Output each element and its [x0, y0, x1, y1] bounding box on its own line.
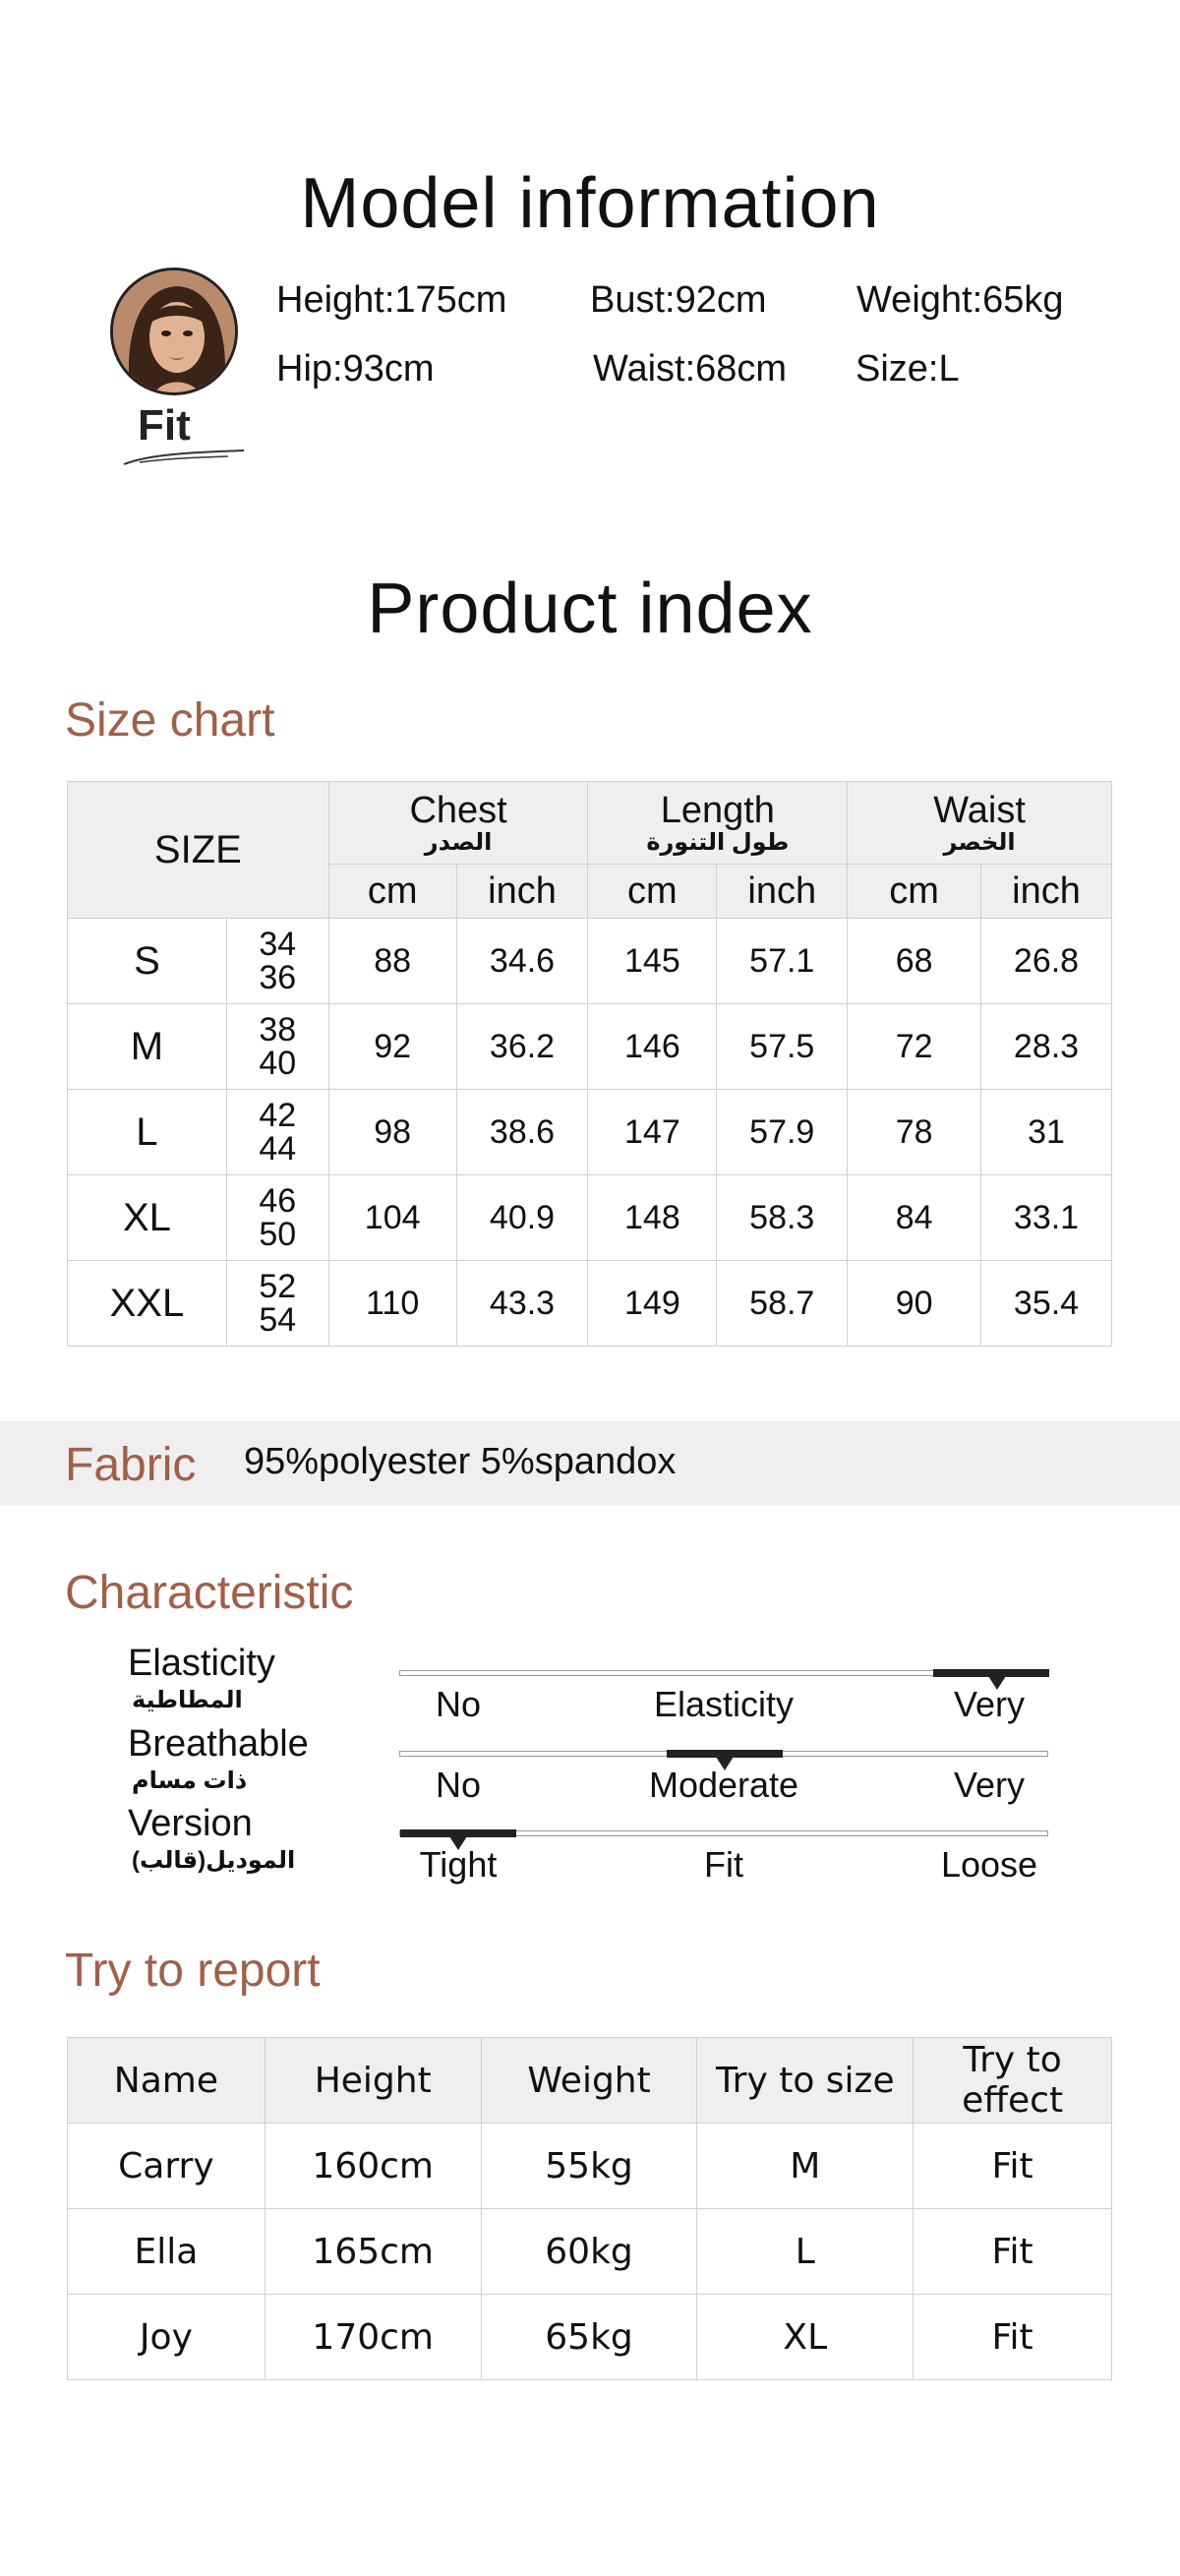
report-row [68, 2295, 1112, 2380]
measurement-cell: 98 [328, 1090, 456, 1175]
measurement-cell: 35.4 [981, 1261, 1112, 1347]
measurement-cell: 147 [588, 1090, 717, 1175]
report-cell: Joy [68, 2295, 266, 2380]
unit-header: inch [456, 865, 588, 919]
measurement-cell: 68 [848, 919, 981, 1004]
eu-size-bottom: 44 [259, 1130, 297, 1168]
characteristic-arabic-label: ذات مسام [132, 1767, 248, 1794]
size-chart-title: Size chart [65, 694, 275, 747]
measurement-cell: 146 [588, 1004, 717, 1090]
measurement-cell: 26.8 [981, 919, 1112, 1004]
report-cell: 60kg [481, 2209, 697, 2295]
eu-size-bottom: 40 [259, 1045, 297, 1082]
report-cell: Carry [68, 2124, 266, 2209]
scale-label-mid: Moderate [648, 1765, 799, 1805]
characteristic-scale-track [399, 1670, 1048, 1676]
scale-label-right: Very [953, 1684, 1026, 1724]
report-header-effect: Try to effect [914, 2038, 1112, 2124]
report-cell: Fit [914, 2124, 1112, 2209]
model-avatar [110, 268, 238, 395]
eu-size-bottom: 50 [259, 1216, 297, 1253]
product-index-title: Product index [367, 569, 813, 648]
eu-size-top: 46 [259, 1182, 297, 1220]
measurement-cell: 110 [328, 1261, 456, 1347]
eu-size-cell [226, 1090, 328, 1175]
characteristic-title: Characteristic [65, 1567, 354, 1619]
report-header-name: Name [68, 2038, 266, 2124]
fit-label: Fit [138, 401, 191, 449]
measurement-cell: 57.9 [717, 1090, 848, 1175]
size-row [68, 919, 1112, 1004]
characteristic-scale-track [399, 1751, 1048, 1757]
report-cell: L [697, 2209, 914, 2295]
unit-header: inch [981, 865, 1112, 919]
model-weight: Weight:65kg [856, 279, 1064, 321]
size-label: S [68, 919, 227, 1004]
chest-header: Chest الصدر [328, 782, 588, 865]
try-report-table [67, 2037, 1112, 2380]
measurement-cell: 90 [848, 1261, 981, 1347]
model-waist: Waist:68cm [593, 348, 788, 389]
unit-header: cm [848, 865, 981, 919]
measurement-cell: 78 [848, 1090, 981, 1175]
fabric-value: 95%polyester 5%spandox [244, 1441, 677, 1482]
eu-size-top: 34 [259, 926, 297, 963]
characteristic-scale-track [399, 1830, 1048, 1836]
eu-size-bottom: 36 [259, 959, 297, 996]
scale-label-mid: Elasticity [653, 1684, 795, 1724]
scale-label-right: Very [953, 1765, 1026, 1805]
unit-header: cm [328, 865, 456, 919]
characteristic-label: Breathable [128, 1723, 309, 1765]
eu-size-cell [226, 1004, 328, 1090]
waist-header: Waist الخصر [848, 782, 1112, 865]
report-cell: 165cm [265, 2209, 481, 2295]
measurement-cell: 88 [328, 919, 456, 1004]
measurement-cell: 28.3 [981, 1004, 1112, 1090]
characteristic-label: Elasticity [128, 1643, 275, 1684]
model-bust: Bust:92cm [590, 279, 767, 321]
model-hip: Hip:93cm [276, 348, 435, 389]
measurement-cell: 148 [588, 1175, 717, 1261]
report-cell: Fit [914, 2209, 1112, 2295]
report-cell: XL [697, 2295, 914, 2380]
size-header: SIZE [68, 782, 329, 919]
size-row [68, 1261, 1112, 1347]
scale-label-right: Loose [940, 1844, 1038, 1885]
report-cell: 55kg [481, 2124, 697, 2209]
measurement-cell: 43.3 [456, 1261, 588, 1347]
report-row [68, 2124, 1112, 2209]
unit-header: cm [588, 865, 717, 919]
measurement-cell: 38.6 [456, 1090, 588, 1175]
size-row [68, 1004, 1112, 1090]
eu-size-bottom: 54 [259, 1301, 297, 1339]
measurement-cell: 72 [848, 1004, 981, 1090]
measurement-cell: 34.6 [456, 919, 588, 1004]
try-report-title: Try to report [65, 1945, 321, 1997]
scale-label-left: No [435, 1684, 482, 1724]
measurement-cell: 145 [588, 919, 717, 1004]
measurement-cell: 57.1 [717, 919, 848, 1004]
measurement-cell: 31 [981, 1090, 1112, 1175]
measurement-cell: 58.7 [717, 1261, 848, 1347]
report-cell: 65kg [481, 2295, 697, 2380]
measurement-cell: 36.2 [456, 1004, 588, 1090]
report-header-weight: Weight [481, 2038, 697, 2124]
length-header: Length طول التنورة [588, 782, 848, 865]
measurement-cell: 149 [588, 1261, 717, 1347]
scale-label-left: No [435, 1765, 482, 1805]
eu-size-cell [226, 1261, 328, 1347]
model-info-title: Model information [300, 164, 880, 243]
measurement-cell: 57.5 [717, 1004, 848, 1090]
characteristic-arabic-label: المطاطية [132, 1687, 243, 1713]
eu-size-top: 52 [259, 1268, 297, 1305]
measurement-cell: 33.1 [981, 1175, 1112, 1261]
eu-size-cell [226, 1175, 328, 1261]
report-cell: 170cm [265, 2295, 481, 2380]
size-row [68, 1090, 1112, 1175]
report-cell: Fit [914, 2295, 1112, 2380]
swoosh-decoration [120, 445, 248, 468]
unit-header: inch [717, 865, 848, 919]
size-label: L [68, 1090, 227, 1175]
model-portrait-icon [113, 270, 238, 395]
eu-size-top: 38 [259, 1011, 297, 1048]
measurement-cell: 92 [328, 1004, 456, 1090]
report-row [68, 2209, 1112, 2295]
report-cell: M [697, 2124, 914, 2209]
measurement-cell: 40.9 [456, 1175, 588, 1261]
eu-size-cell [226, 919, 328, 1004]
model-height: Height:175cm [276, 279, 507, 321]
characteristic-arabic-label: الموديل(قالب) [132, 1847, 296, 1874]
measurement-cell: 58.3 [717, 1175, 848, 1261]
size-label: M [68, 1004, 227, 1090]
measurement-cell: 84 [848, 1175, 981, 1261]
size-chart-table [67, 781, 1112, 1347]
measurement-cell: 104 [328, 1175, 456, 1261]
scale-label-mid: Fit [704, 1844, 743, 1885]
size-row [68, 1175, 1112, 1261]
report-cell: Ella [68, 2209, 266, 2295]
eu-size-top: 42 [259, 1097, 297, 1134]
report-header-height: Height [265, 2038, 481, 2124]
characteristic-label: Version [128, 1803, 253, 1844]
report-cell: 160cm [265, 2124, 481, 2209]
scale-label-left: Tight [419, 1844, 498, 1885]
size-label: XL [68, 1175, 227, 1261]
fabric-title: Fabric [65, 1439, 197, 1491]
report-header-size: Try to size [697, 2038, 914, 2124]
size-label: XXL [68, 1261, 227, 1347]
model-size: Size:L [856, 348, 960, 389]
